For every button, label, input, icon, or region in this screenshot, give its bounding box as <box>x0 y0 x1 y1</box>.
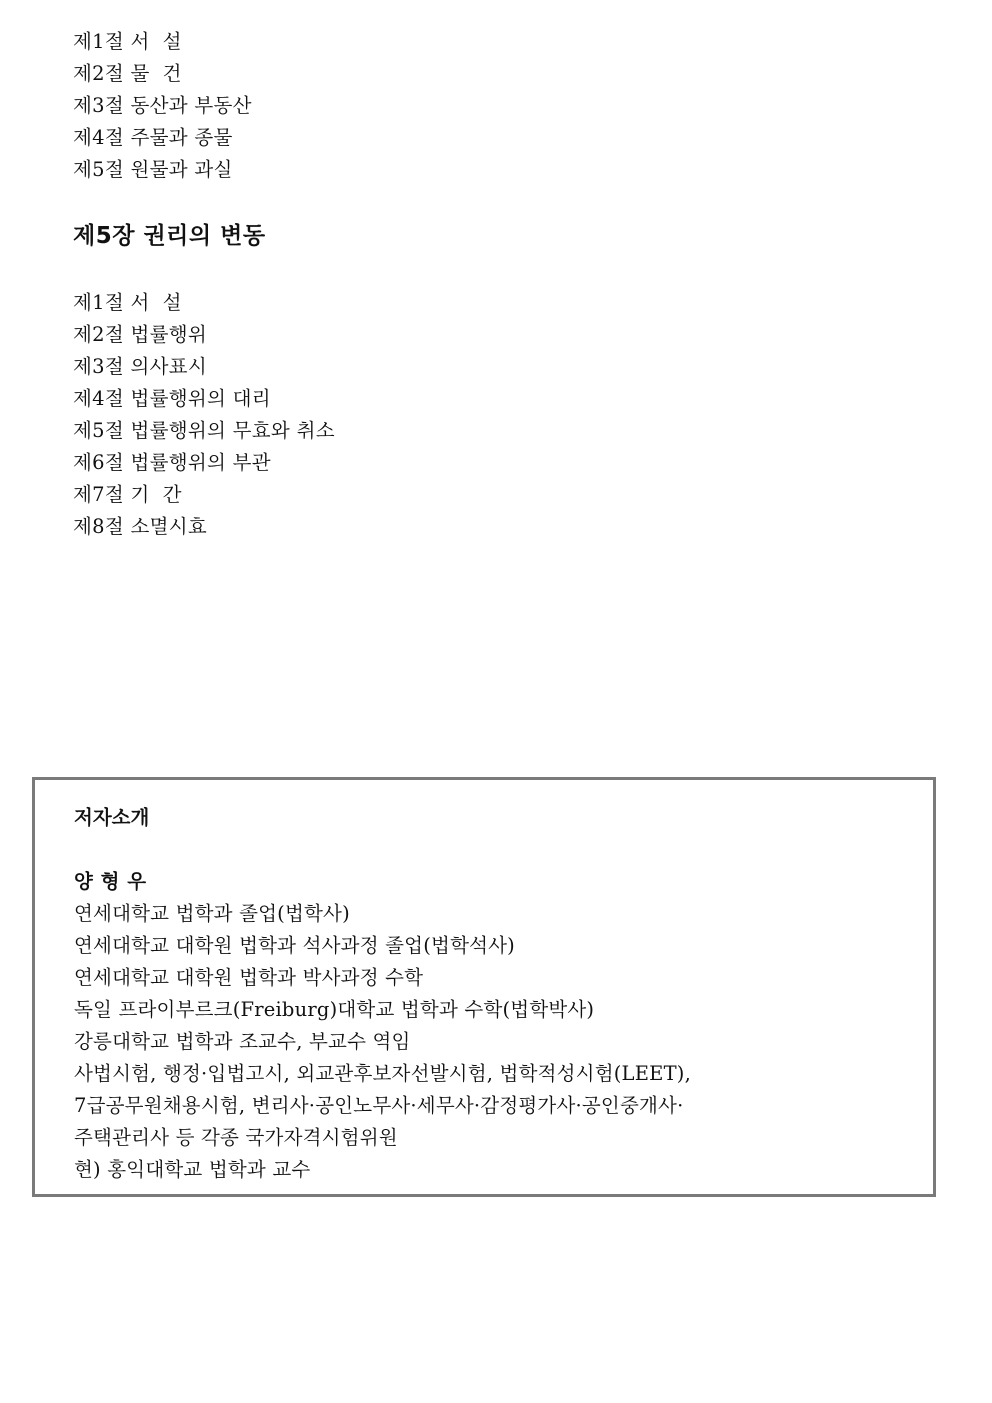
toc-section-item: 제4절 주물과 종물 <box>73 126 233 149</box>
toc-section-item: 제8절 소멸시효 <box>73 515 208 538</box>
section-list-chapter-5 <box>73 287 773 543</box>
bio-line: 강릉대학교 법학과 조교수, 부교수 역임 <box>74 1030 411 1053</box>
author-name: 양 형 우 <box>74 870 147 893</box>
toc-section-item: 제6절 법률행위의 부관 <box>73 451 271 474</box>
author-bio <box>74 898 924 1186</box>
toc-section-item: 제7절 기 간 <box>73 483 182 506</box>
toc-section-item: 제3절 의사표시 <box>73 355 208 378</box>
bio-line: 현) 홍익대학교 법학과 교수 <box>74 1158 311 1181</box>
toc-section-item: 제5절 법률행위의 무효와 취소 <box>73 419 335 442</box>
toc-section-item: 제2절 물 건 <box>73 62 182 85</box>
toc-section-item: 제4절 법률행위의 대리 <box>73 387 271 410</box>
bio-line: 연세대학교 법학과 졸업(법학사) <box>74 902 350 925</box>
chapter-heading: 제5장 권리의 변동 <box>73 223 266 249</box>
toc-section-item: 제2절 법률행위 <box>73 323 208 346</box>
toc-section-item: 제3절 동산과 부동산 <box>73 94 252 117</box>
bio-line: 연세대학교 대학원 법학과 석사과정 졸업(법학석사) <box>74 934 515 957</box>
bio-line: 7급공무원채용시험, 변리사·공인노무사·세무사·감정평가사·공인중개사· <box>74 1094 684 1117</box>
bio-line: 사법시험, 행정·입법고시, 외교관후보자선발시험, 법학적성시험(LEET), <box>74 1062 691 1085</box>
author-introduction-box <box>32 777 936 1197</box>
section-list-chapter-4 <box>73 26 773 186</box>
toc-section-item: 제5절 원물과 과실 <box>73 158 233 181</box>
bio-line: 독일 프라이부르크(Freiburg)대학교 법학과 수학(법학박사) <box>74 998 595 1021</box>
bio-line: 주택관리사 등 각종 국가자격시험위원 <box>74 1126 398 1149</box>
toc-section-item: 제1절 서 설 <box>73 291 182 314</box>
toc-section-item: 제1절 서 설 <box>73 30 182 53</box>
bio-line: 연세대학교 대학원 법학과 박사과정 수학 <box>74 966 424 989</box>
author-box-title: 저자소개 <box>74 806 150 829</box>
